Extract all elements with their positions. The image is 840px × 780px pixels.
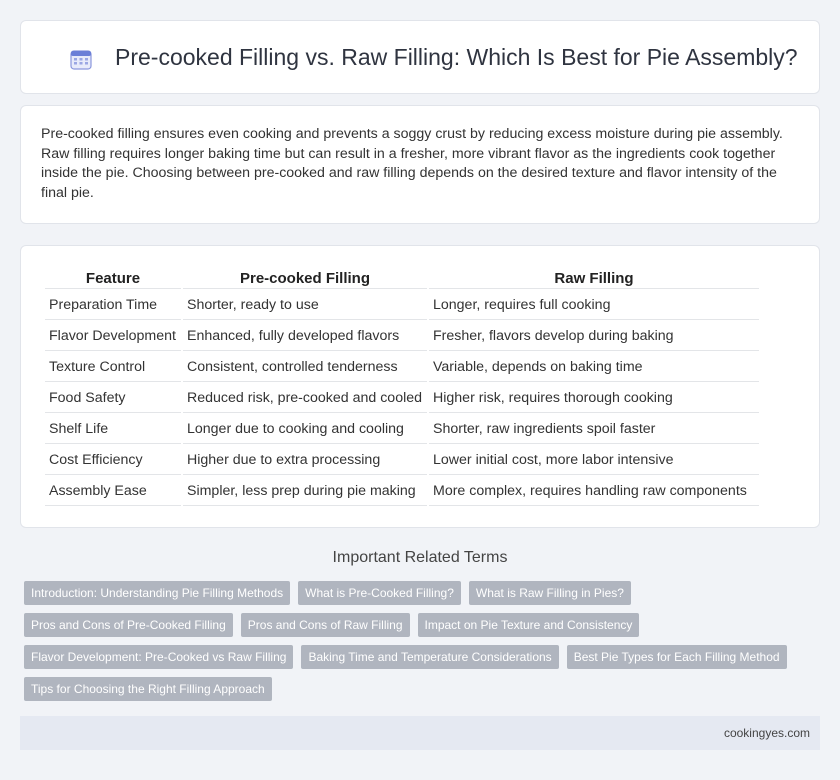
related-terms-list: [24, 581, 804, 701]
table-row: [45, 384, 759, 413]
table-row: [45, 446, 759, 475]
raw-cell: Lower initial cost, more labor intensive: [429, 446, 759, 475]
table-row: [45, 291, 759, 320]
related-term-tag[interactable]: Best Pie Types for Each Filling Method: [567, 645, 787, 669]
pre-cooked-cell: Consistent, controlled tenderness: [183, 353, 427, 382]
raw-cell: More complex, requires handling raw components: [429, 477, 759, 506]
pre-cooked-cell: Enhanced, fully developed flavors: [183, 322, 427, 351]
feature-cell: Texture Control: [45, 353, 181, 382]
raw-cell: Higher risk, requires thorough cooking: [429, 384, 759, 413]
table-header-row: [45, 268, 759, 289]
comparison-table-card: [20, 245, 820, 528]
intro-card: [20, 105, 820, 224]
header-raw: Raw Filling: [429, 268, 759, 289]
feature-cell: Cost Efficiency: [45, 446, 181, 475]
feature-cell: Flavor Development: [45, 322, 181, 351]
intro-text: Pre-cooked filling ensures even cooking and prevents a soggy crust by reducing excess moisture during pie assembly. Raw filling requires longer baking time but can result in a fresher, more vibrant flavor as the ingredients cook together inside the pie. Choosing between pre-cooked and raw filling depends on the desired texture and flavor intensity of the final pie.: [41, 126, 783, 201]
footer-site-link[interactable]: cookingyes.com: [723, 726, 810, 740]
related-term-tag[interactable]: Impact on Pie Texture and Consistency: [418, 613, 640, 637]
pre-cooked-cell: Longer due to cooking and cooling: [183, 415, 427, 444]
related-term-tag[interactable]: What is Pre-Cooked Filling?: [298, 581, 461, 605]
header-pre-cooked: Pre-cooked Filling: [183, 268, 427, 289]
related-term-tag[interactable]: Tips for Choosing the Right Filling Approach: [24, 677, 272, 701]
related-terms-title: Important Related Terms: [332, 549, 508, 566]
table-row: [45, 415, 759, 444]
page-title: Pre-cooked Filling vs. Raw Filling: Which Is Best for Pie Assembly?: [115, 44, 798, 70]
related-term-tag[interactable]: Pros and Cons of Pre-Cooked Filling: [24, 613, 233, 637]
footer: [20, 716, 820, 750]
raw-cell: Variable, depends on baking time: [429, 353, 759, 382]
feature-cell: Food Safety: [45, 384, 181, 413]
raw-cell: Shorter, raw ingredients spoil faster: [429, 415, 759, 444]
raw-cell: Fresher, flavors develop during baking: [429, 322, 759, 351]
table-row: [45, 353, 759, 382]
pre-cooked-cell: Higher due to extra processing: [183, 446, 427, 475]
raw-cell: Longer, requires full cooking: [429, 291, 759, 320]
related-term-tag[interactable]: Flavor Development: Pre-Cooked vs Raw Filling: [24, 645, 293, 669]
header-card: [20, 20, 820, 94]
related-term-tag[interactable]: Pros and Cons of Raw Filling: [241, 613, 410, 637]
comparison-table: [43, 266, 761, 508]
table-row: [45, 477, 759, 506]
related-term-tag[interactable]: Introduction: Understanding Pie Filling Methods: [24, 581, 290, 605]
related-term-tag[interactable]: Baking Time and Temperature Considerations: [301, 645, 558, 669]
table-row: [45, 322, 759, 351]
pre-cooked-cell: Reduced risk, pre-cooked and cooled: [183, 384, 427, 413]
feature-cell: Shelf Life: [45, 415, 181, 444]
header-feature: Feature: [45, 268, 181, 289]
related-term-tag[interactable]: What is Raw Filling in Pies?: [469, 581, 631, 605]
pre-cooked-cell: Shorter, ready to use: [183, 291, 427, 320]
pre-cooked-cell: Simpler, less prep during pie making: [183, 477, 427, 506]
feature-cell: Assembly Ease: [45, 477, 181, 506]
calendar-icon: [69, 47, 93, 71]
feature-cell: Preparation Time: [45, 291, 181, 320]
